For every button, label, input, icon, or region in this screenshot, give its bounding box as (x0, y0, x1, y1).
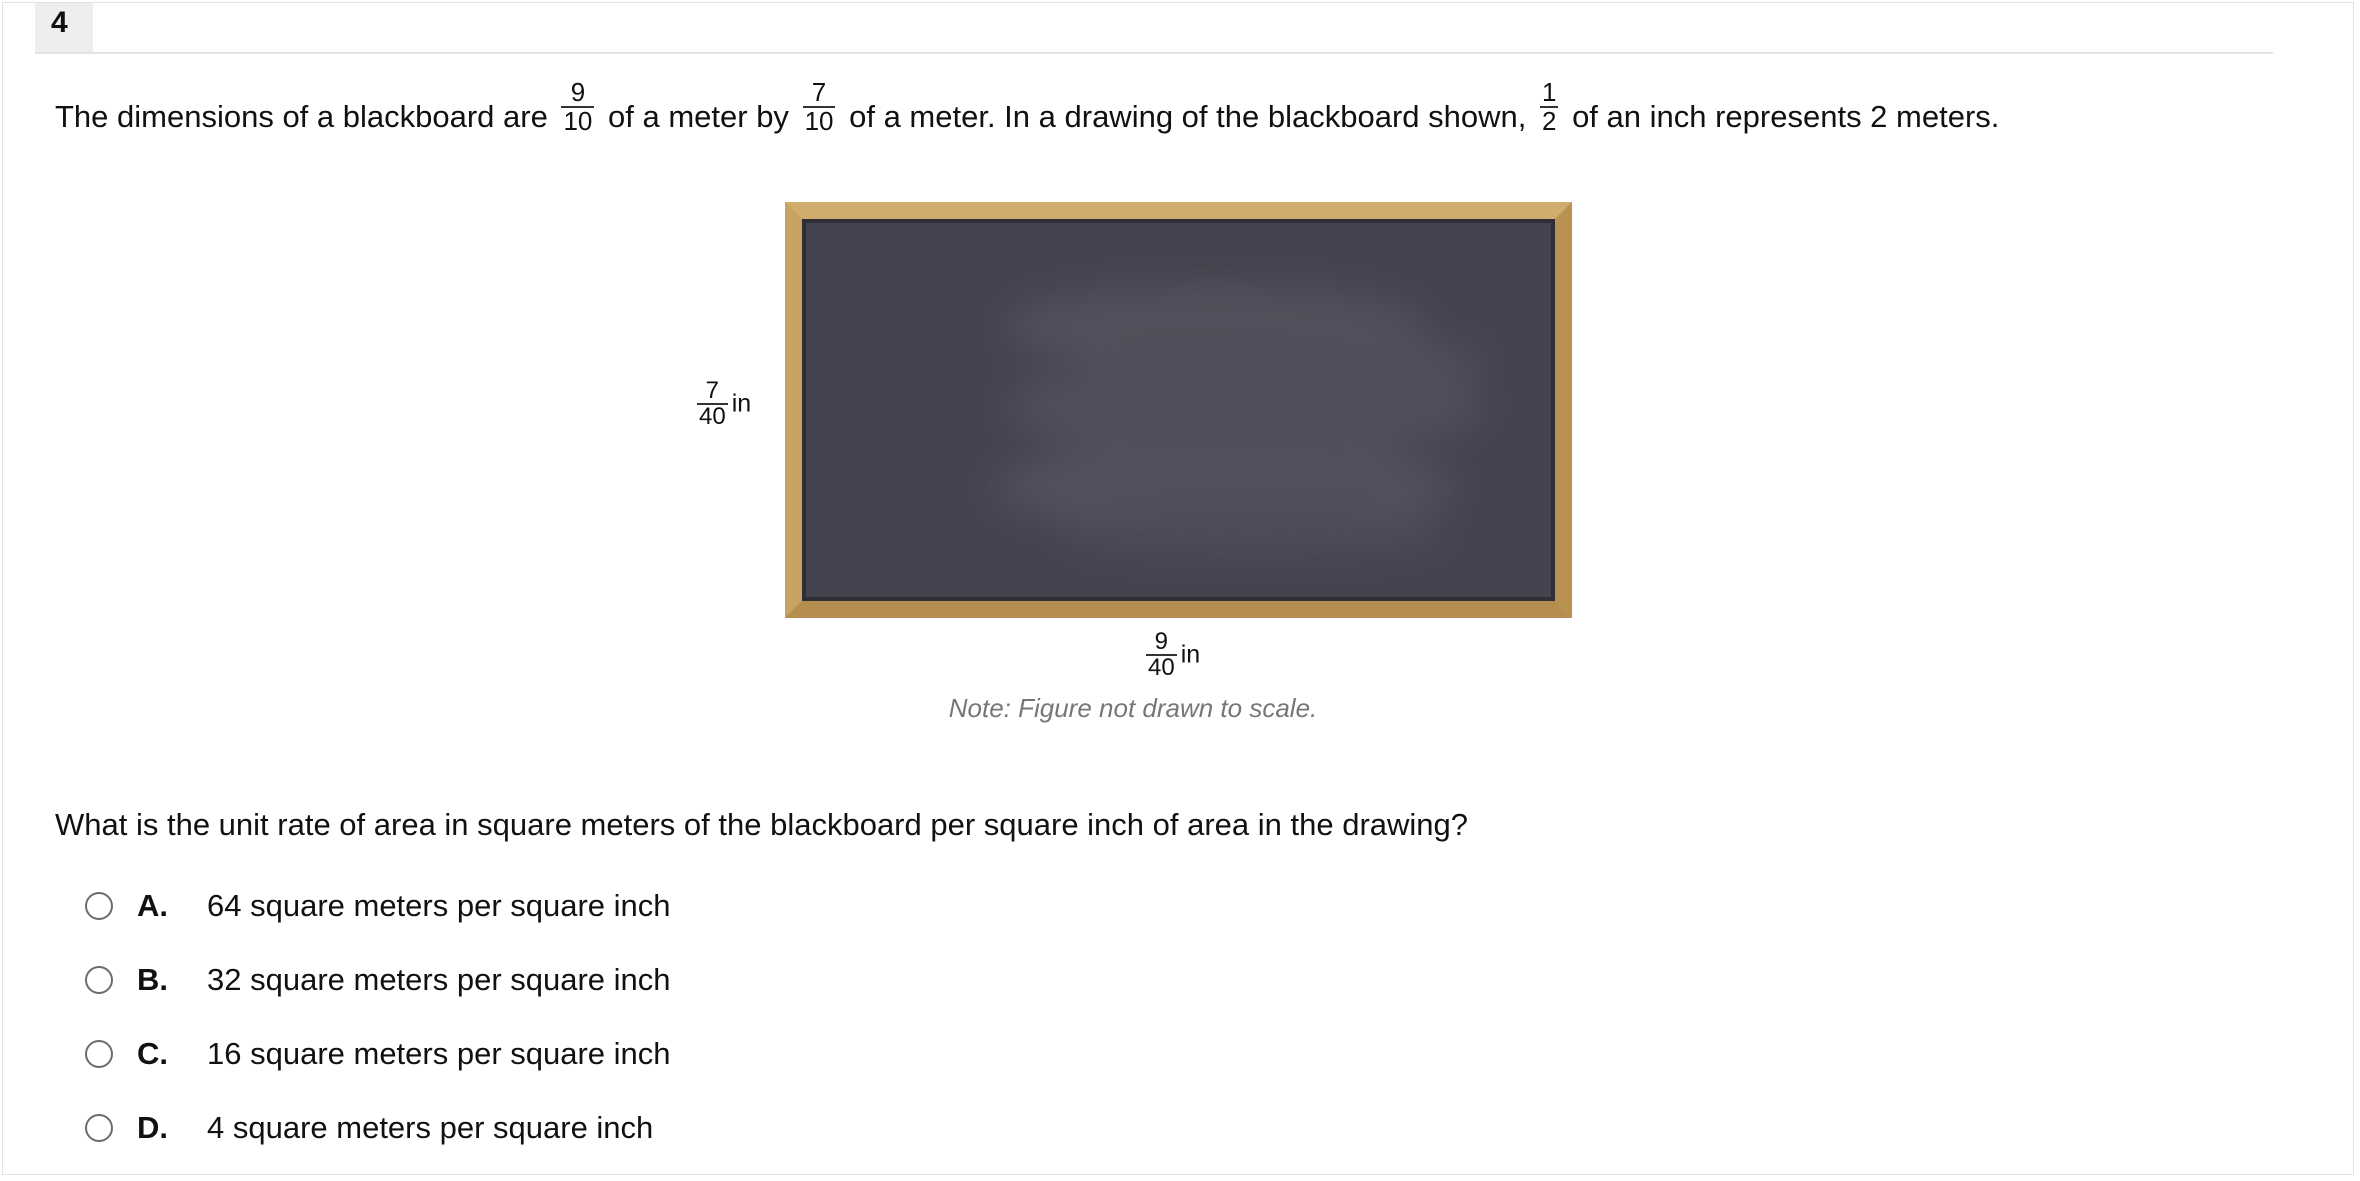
question-number-badge (35, 3, 93, 53)
choice-text: 16 square meters per square inch (207, 1036, 671, 1071)
choice-letter: A. (137, 888, 168, 923)
choice-text: 4 square meters per square inch (207, 1110, 654, 1145)
answer-choice-b[interactable] (85, 960, 671, 1000)
question-card (2, 2, 2354, 1175)
width-label (1146, 630, 1200, 680)
fraction-denominator: 40 (699, 403, 726, 430)
answer-choice-d[interactable] (85, 1108, 653, 1148)
header-divider (35, 52, 2273, 54)
radio-button-icon[interactable] (85, 1040, 113, 1068)
width-unit: in (1180, 640, 1201, 669)
radio-button-icon[interactable] (85, 892, 113, 920)
choice-letter: C. (137, 1036, 168, 1071)
choice-text: 64 square meters per square inch (207, 888, 671, 923)
stem-text-3: of a meter. In a drawing of the blackboard shown, (849, 99, 1527, 135)
stem-text-2: of a meter by (608, 99, 789, 135)
choice-letter: B. (137, 962, 168, 997)
fraction-denominator: 2 (1541, 106, 1557, 136)
fraction-nine-tenths (561, 79, 594, 135)
choice-letter: D. (137, 1110, 168, 1145)
fraction-numerator: 9 (561, 79, 594, 108)
radio-button-icon[interactable] (85, 966, 113, 994)
answer-choice-c[interactable] (85, 1034, 671, 1074)
height-unit: in (731, 389, 752, 418)
figure-note (3, 693, 2263, 724)
fraction-denominator: 10 (563, 106, 593, 136)
question-stem (55, 77, 2000, 147)
fraction-denominator: 10 (804, 106, 834, 136)
fraction-numerator: 9 (1146, 630, 1177, 656)
question-number: 4 (51, 6, 68, 39)
stem-text-4: of an inch represents 2 meters. (1572, 99, 2000, 135)
radio-button-icon[interactable] (85, 1114, 113, 1142)
width-fraction (1146, 630, 1177, 680)
height-label (697, 379, 751, 429)
fraction-seven-tenths (803, 79, 836, 135)
fraction-denominator: 40 (1148, 654, 1175, 681)
fraction-numerator: 7 (803, 79, 836, 108)
figure-note-text: Note: Figure not drawn to scale. (948, 693, 1318, 723)
fraction-numerator: 7 (697, 379, 728, 405)
blackboard-figure (785, 202, 1572, 618)
height-fraction (697, 379, 728, 429)
fraction-numerator: 1 (1541, 77, 1557, 107)
stem-text-1: The dimensions of a blackboard are (55, 99, 548, 135)
fraction-one-half (1540, 79, 1558, 135)
choice-text: 32 square meters per square inch (207, 962, 671, 997)
question-prompt: What is the unit rate of area in square meters of the blackboard per square inch of area in the drawing? (55, 807, 1469, 842)
answer-choice-a[interactable] (85, 886, 671, 926)
